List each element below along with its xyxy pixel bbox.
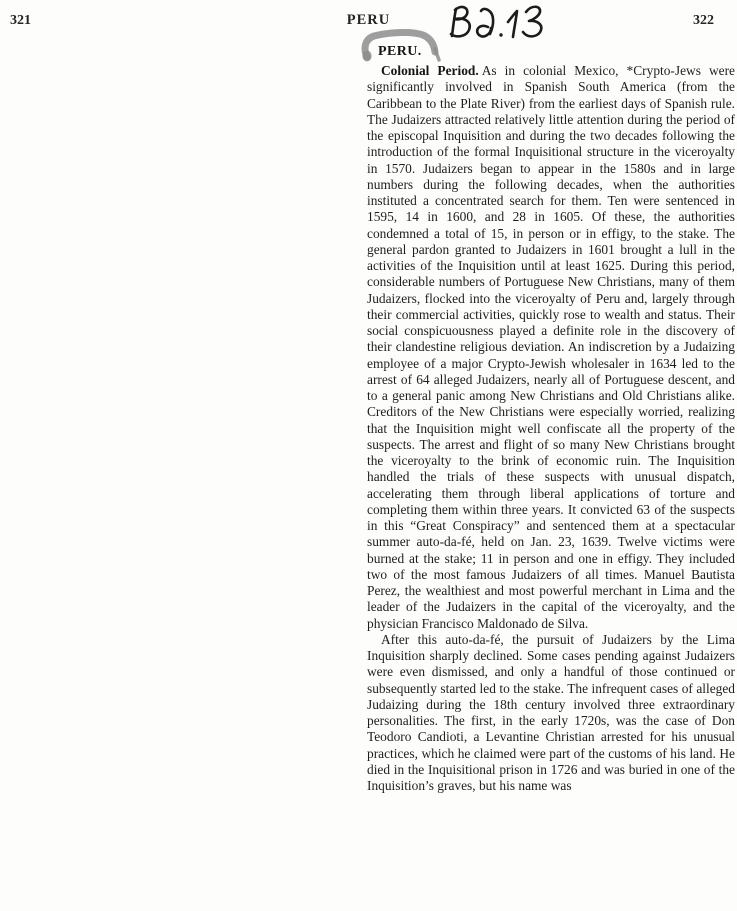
paragraph-lead-colonial-period: Colonial Period. (381, 63, 479, 78)
paragraph-text: After this auto-da-fé, the pursuit of Judaizers by the Lima Inquisition sharply declined. Some cases pending against Judaizers were even dismissed, and only a handful of those continued or subsequently started led to the stake. The infrequent cases of alleged Judaizing during the 18th century involved three extraordinary personalities. The first, in the early 1720s, was the case of Don Teodoro Candioti, a Levantine Christian arrested for his unusual practices, which he claimed were part of the customs of his land. He died in the Inquisitional prison in 1726 and was buried in one of the Inquisition’s graves, but his name was (367, 631, 735, 793)
left-page-number: 321 (10, 13, 31, 28)
handwritten-note-bd13 (442, 1, 577, 43)
right-page-number: 322 (693, 13, 714, 28)
article-column (367, 44, 735, 794)
paragraph-text: As in colonial Mexico, *Crypto-Jews were significantly involved in Spanish South America (from the Caribbean to the Plate River) from the earliest days of Spanish rule. The Judaizers attracted relatively little attention during the period of the episcopal Inquisition and during the two decades following the introduction of the formal Inquisitional structure in the viceroyalty in 1570. Judaizers began to appear in the 1580s and in large numbers during the following decades, when the authorities instituted a concentrated search for them. Ten were sentenced in 1595, 14 in 1600, and 28 in 1605. Of these, the authorities condemned a total of 15, in person or in effigy, to the stake. The general pardon granted to Judaizers in 1601 brought a lull in the activities of the Inquisition until at least 1625. During this period, considerable numbers of Portuguese New Christians, many of them Judaizers, flocked into the viceroyalty of Peru and, largely through their commercial activities, quickly rose to wealth and status. Their social conspicuousness played a definite role in the discovery of their clandestine religious deviation. An indiscretion by a Judaizing employee of a major Crypto-Jewish wholesaler in 1634 led to the arrest of 64 alleged Judaizers, nearly all of Portuguese descent, and to a general panic among New Christians and Old Christians alike. Creditors of the New Christians were especially worried, realizing that the Inquisition might well confiscate all the property of the suspects. The arrest and flight of so many New Christians brought the viceroyalty to the brink of economic ruin. The Inquisition handled the trials of these suspects with unusual dispatch, accelerating them through liberal applications of torture and completing them within three years. It convicted 63 of the suspects in this “Great Conspiracy” and sentenced them at a spectacular summer auto-da-fé, held on Jan. 23, 1639. Twelve victims were burned at the stake; 11 in person and one in effigy. They included two of the most famous Judaizers of all times. Manuel Bautista Perez, the wealthiest and most powerful merchant in Lima and the leader of the Judaizers in the capital of the viceroyalty, and the physician Francisco Maldonado de Silva. (367, 63, 735, 631)
paragraph-colonial-period (367, 63, 735, 632)
running-title: PERU (346, 12, 391, 28)
paragraph-after-auto-da-fe (367, 632, 735, 795)
entry-heading: PERU. (378, 44, 422, 59)
